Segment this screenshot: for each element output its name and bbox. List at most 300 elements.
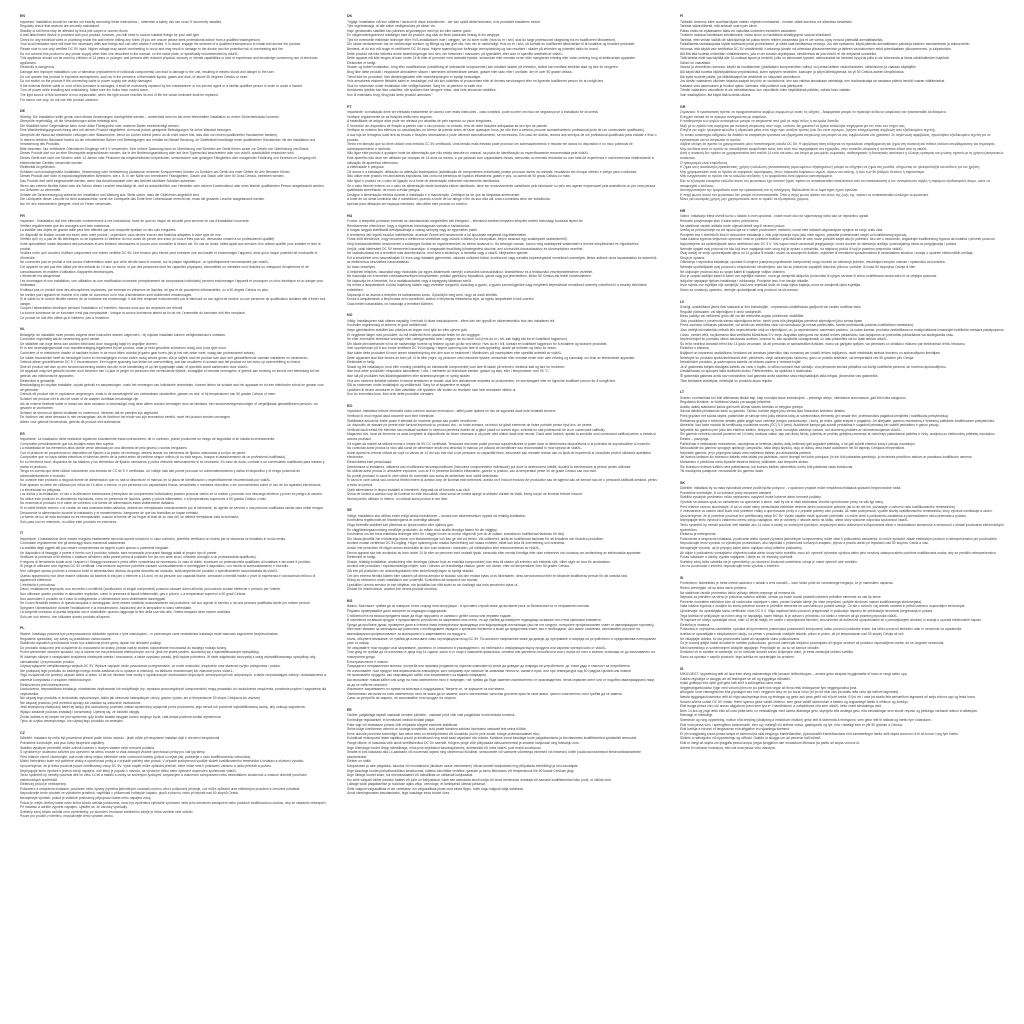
instruction-line: Kohalikust ehituspoest leiate vajalikud puurid ja kinnitused ning sealt saab vajadusel nõu küsida. Kahtluse korral kasutage toote paigaldamiseks ja kinnitamiseks kvalifitseeritud spetsialisti teenuseid. (347, 736, 638, 741)
language-code: SI (680, 575, 684, 580)
instruction-line: Þykkt gólfteppi eða ójöfn gólf geta haft áhrif á stöðugleika hárra hluta. (680, 681, 783, 686)
instruction-line: Anslut inte produkten till någon annan strömkälla än den som beskrivs i manualen, på märkskylten eller rekommenderas av vidaXL. (347, 545, 541, 550)
instruction-line: Ne vklapljajte izdelka, če sta povezovalni kabel ali napajalnik vidno poškodovana. (680, 636, 800, 641)
instruction-line: Elektricitet är farligt. (347, 555, 377, 560)
instruction-line: Važno: Instalaciju treba izvršiti točno u skladu s ovim uputama - inače može doći do sigurnosnog rizika ako se nepravilno ugradi. (680, 214, 870, 219)
language-section-lv (680, 300, 1006, 384)
instruction-line: Redno preverjajte, ali so sidra varno pritrjena. (680, 586, 748, 591)
text-column-1 (20, 14, 328, 826)
instruction-line: Struja je opasna. (680, 255, 705, 260)
instruction-line: Nelietojiet šo produktu sprādzienbīstamā vidē, piemēram, viegli uzliesmojošu šķidrumu, gāzu un putekļu klātbūtnē, vai temperatūrā virs 50 grādiem pēc Celsija. (680, 355, 915, 360)
instruction-line: Bojājumi un nepareiza uzstādīšana, lietošana vai izmaiņas (atsevišķu daļu nomaiņa) var izraisīt ierīces bojājumus, radot elektriskās strāvas triecienu un apdraudējumu lietotājam. (680, 351, 941, 355)
instruction-line: Elektrisitet er farlig. (347, 360, 376, 365)
instruction-line: Oluline: paigaldage täpselt vastavalt nendele juhistele - vastasel juhul võib vale paigalduse korral tekkida turvarisk. (347, 713, 516, 718)
instruction-line: A wall attachment device is provided with your product; however, you will need to source suitable fixings for your wall type. (20, 33, 200, 38)
instruction-line: Nenaudokite šio gaminio sprogioje aplinkoje, pavyzdžiui, šalia degių skysčių, dujų ar dulkių, arba esant aukštesnei nei 50 laipsnių Celsijaus temperatūrai. (680, 446, 905, 451)
instruction-line: Votre quincaillerie locale disposera des perceuses et des fixations nécessaires et pourra vous conseiller si besoin est. En cas de doute, faites appel aux services d'un artisan qualifié pour installer et fixer le produit. (20, 242, 321, 251)
instruction-line: Med namestitvijo in vzdrževanjem izklopite napajanje. Prepričajte se, da so se žarnice ohladile. (680, 645, 820, 650)
language-code: EE (347, 707, 352, 712)
instruction-line: Opriți alimentarea în timpul instalării și întreținerii. Asigurați-vă că becurile s-au răcit. (347, 487, 471, 492)
instruction-line: Elektrība ir bīstama. (680, 346, 710, 351)
instruction-line: Fúrás előtt ellenőrizze, hogy nincsenek-e elektromos vezetékek vagy csövek a falban (ha bizonytalan, kérjen tanácsot egy szakképzett szakembertől). (347, 237, 568, 242)
instruction-line: Høje genstandes stabilitet kan påvirkes af gulvtæpper med tyk luv eller skæve gulve. (347, 28, 472, 33)
instruction-line: Svetlobni vir te svetilke ni zamenljiv; ko vir svetlobe doseže konec življenjske dobe, je treba zamenjati celotno svetilko. (680, 650, 854, 655)
language-code: SK (680, 480, 685, 485)
instruction-line: Redovito provjeravajte jesu li sidra dobro pričvršćena. (680, 219, 759, 224)
instruction-line: Hvis armaturets eksterne fleksible kabel er beskadiget, må det kun udskiftes af producenten eller af dennes serviceagent eller en lignende kvalificeret person for at undgå fare. (347, 79, 605, 84)
instruction-line: În cazul în care cablul sau cordonul flexibil extern al acestui corp de iluminat este deteriorat, acesta va fi înlocuit exclusiv de producător sau de agentul său de service sau de o persoană calificată similară, pentru a evita un pericol. (347, 478, 658, 487)
instruction-line: W lokalnym sklepie z narzędziami znajdziesz niezbędne wiertła i mocowania, a także uzyskasz poradę, jeśli będzie potrzebna. W razie wątpliwości skorzystaj z usług wykwalifikowanego specjalisty, aby zainstalować i przymocować produkt. (20, 654, 316, 664)
instruction-line: Helyi barkácsüzletében beszerezheti a szükséges fúrókat és rögzítőelemeket, és kérhet tanácsot is. Ha kétségei vannak, bízzon meg szakképzett szakembert a termék telepítéséhez és rögzítéséhez. (347, 242, 640, 247)
instruction-line: Notaðu aðeins vottað DC 5V inntak. Hærri spenna getur valdið ofhitnun, sem getur valdið skemmdum á tækinu og hugsanlegri hættu á ofhitnun og íkveikju. (680, 699, 909, 704)
instruction-line: Acest aparat nu trebuie utilizat de copii cu vârsta de 14 ani sau mai mici și de persoane cu capacități fizice, senzoriale sau mentale reduse sau cu lipsă de experiență și cunoștințe privind utilizarea aparatelor electronice. (347, 450, 651, 460)
instruction-line: Svetelný zdroj tohto svietidla nie je vymeniteľný; po skončení životnosti svetelného zdroja je nutné vymeniť celé svietidlo. (680, 559, 858, 564)
instruction-line: Este aparelho não deve ser utilizado por crianças de 14 anos ou menos, e por pessoas com capacidades físicas, sensoriais ou mentais reduzidas ou com falta de experiência e conhecimentos relativamente à utilização de aparelhos eletrónicos. (347, 156, 654, 165)
instruction-line: Kun til indendørs brug. Brug ikke dette produkt udendørs." (347, 93, 433, 97)
instruction-line: Nemojte upotrebljavati ovaj proizvod u eksplozivnim okruženjima, kao što su prisutnost zapaljivih tekućina, plinova i prašine, ili iznad 50 stupnjeva Celzija ili više. (680, 265, 917, 269)
instruction-line: Kui selle valgusti väline painduv kaabel või juhe on kahjustatud, tuleb see asendada ainult tootja või tema teeninduse esindaja või sarnase kvalifitseeritud isiku poolt, et vältida ohtu. (347, 777, 612, 782)
instruction-line: Veggfestingarbúnaður fylgir með vörunni þinni en þú þarft hins vegar að finna réttu festingarnar fyrir veggtegundina þína. (680, 685, 858, 690)
instruction-line: Høye gjenstanders stabilitet kan påvirkes av tepper med tykk luv eller ujevne gulv. (347, 328, 468, 333)
instruction-line: Ne kapcsolja be a terméket, ha a csatlakozókábel vagy a tápegység láthatóan sérült. (347, 278, 472, 283)
instruction-line: Verifique se existem fios elétricos ou canalizações no interior da parede antes de fazer quaisquer furos (se não tiver a certeza, procure aconselhamento profissional junto de um comerciante qualificado). (347, 128, 645, 133)
instruction-line: Numai pentru utilizare în interior, nu utilizați acest produs în aer liber. (347, 496, 449, 501)
instruction-line: Elektrizität ist gefährlich. (20, 165, 56, 170)
language-section-pl (20, 626, 328, 723)
instruction-line: Elektriciteit is gevaarlijk. (20, 378, 56, 383)
instruction-line: Ainult sisetingimustes kasutamiseks, ärge kasutage seda toodet õues. (347, 791, 451, 796)
instruction-line: Samo za uporabo v zaprtih prostorih, tega izdelka ne uporabljajte na prostem. (680, 654, 795, 659)
instruction-line: Изключете захранването по време на монтажа и поддръжката. Уверете се, че крушките са изстинали. (347, 687, 505, 692)
instruction-line: Elektrika je nevarna. (680, 622, 711, 627)
instruction-line: Rendszeresen ellenőrizze, hogy a rögzítések biztonságosan vannak-e karbantartva. (347, 223, 471, 228)
instruction-line: Deteriorarea și instalarea, utilizarea sau modificarea necorespunzătoare (înlocuirea componentelor individuale) pot duce la deteriorarea unității, ducând la electrocutare și pericol pentru utilizator. (347, 464, 632, 469)
instruction-line: Tik naudojimui patalpose; nenaudokite šio gaminio lauke. (680, 469, 765, 474)
instruction-line: En su ferretería local, dispondrá de los taladros y los elementos de fijación necesarios y podrá ofrecerle asesoramiento si es necesario. En caso de duda, contrate a un comerciante cualificado para instalar y anclar el producto. (20, 459, 325, 469)
language-code: BG (347, 598, 353, 603)
language-code: IS (680, 666, 684, 671)
instruction-line: Světelný zdroj tohoto svítidla není vyměnitelný; po skončení životnosti světelného zdroje je třeba vyměnit celé svítidlo. (20, 809, 194, 814)
instruction-line: Ovaj uređaj ne smiju upotrebljavati djeca od 14 godina ili mlađa i osobe sa smanjenim fizičkim, osjetilnim ili mentalnim sposobnostima ili nedostatkom iskustva i znanja o upotrebi elektroničkih uređaja. (680, 251, 974, 256)
instruction-line: Wenn das externe flexible Kabel oder die Schnur dieser Leuchte beschädigt ist, darf es ausschließlich vom Hersteller oder seinem Kundendienst oder einer ähnlich qualifizierten Person ausgetauscht werden, um Gefahren zu vermeiden. (20, 183, 325, 193)
instruction-line: Nie włączaj produktu, jeśli przewód łączący lub zasilacz są widocznie uszkodzone. (20, 700, 142, 705)
instruction-line: Vain sisäkäyttöön, älä käytä tätä tuotetta ulkona. (680, 93, 752, 97)
instruction-line: Skador, felaktig installation, användning eller ändringar (såsom byte av enskilda komponenter) kan leda till skador på enheten och elektrisk stöt, vilket utgör en fara för användaren. (347, 559, 612, 564)
instruction-line: Uređaj za pričvršćivanje na zid isporučuje se s vašim proizvodom; međutim, morat ćete nabaviti odgovarajuće spojeve za svoju vrstu zida. (680, 228, 884, 233)
instruction-line: Viktig: Installasjonen skal utføres nøyaktig i henhold til disse instruksjonene - ellers kan det oppstå en sikkerhetsrisiko hvis den installeres feil. (347, 318, 556, 323)
instruction-line: Paksu matto tai epätasainen lattia voi vaikuttaa korkeiden esineiden vakauteen. (680, 28, 797, 33)
instruction-line: Pirms caurumu urbšanas pārbaudiet, vai sienā nav elektrības vadu vai cauruļvadu (ja neesat pārliecināts, lūdziet profesionālu padomu kvalificētam meistaram). (680, 323, 914, 328)
instruction-line: Tento spotřebič by neměly používat děti ve věku 14 let a mladší a osoby se sníženými fyzickými, smyslovými a duševními schopnostmi nebo nedostatkem zkušeností a znalostí ohledně používání elektronických spotřebičů. (20, 773, 307, 782)
instruction-line: Tænd ikke for produktet, hvis tilslutningskablet eller strømforsyningen er synligt beskadiget. (347, 74, 482, 79)
language-code: DK (347, 14, 353, 18)
instruction-line: Nepievienojiet šo produktu citiem barošanas avotiem, izņemot to, kas aprakstīts rokasgrāmatā, uz datu plāksnītes vai ko īpaši ieteicis vidaXL. (680, 337, 888, 342)
instruction-line: Tuotteen mukana toimitetaan seinäkiinnike, mutta sinun on hankittava seinätyyppiisi sopivat kiinnikkeet. (680, 33, 832, 38)
instruction-line: Prieš gręžiant bet kokias skyles, patikrinkite ar sienoje nėra jokių elektros laidų ar santechnikos elementų (jei nesate tikri, profesionalios pagalbos kreipkitės į kvalifikuotą prekybininką). (680, 414, 949, 419)
instruction-line: Před vrtáním otvorů zkontrolujte, zda uvnitř stěny nejsou elektrické nebo vodovodní kabely (pokud si nejste jisti, požádejte o radu kvalifikovaného odborníka). (20, 754, 252, 759)
instruction-line: Źródło światła w tej lampie nie jest wymienne; gdy źródło światła osiągnie koniec swojego życia, cała lampa powinna zostać wymieniona. (20, 714, 222, 719)
instruction-line: Älä liitä tätä tuotetta mihinkään virtalähteeseen, jota ei ole kuvattu ohjekirjassa, nimikilvessä tai jota vidaXL ei ole erityisesti suositellut. (680, 51, 877, 56)
instruction-line: Höga föremåls stabilitet kan påverkas av tjocka mattor eller ojämna golv. (347, 523, 454, 527)
instruction-line: Katkaise virta asennuksen ja huollon ajaksi. Varmista, että polttimot ovat jäähtyneet. (680, 83, 804, 88)
instruction-line: Paks vaip või ebatasane põrand võib mõjutada kõrgete esemete stabiilsust. (347, 722, 459, 727)
instruction-line: Η ζημιά και η ακατάλληλη εγκατάσταση, χρήση ή αλλοίωση (αντικατάσταση μεμονωμένων εξαρτημάτων) μπορεί να οδηγήσει σε ζημιά στη μονάδα, οδηγώντας σε ηλεκτροπληξία και κίνδυνο για τον χρήστη. (680, 165, 981, 170)
instruction-line: Huomaa, että käytät vain sertifioitua DC 5V virtalähdettä. Korkeampi jännite voi aiheuttaa ylikuumenemisen ja laitteen vaurioitumisen sekä potentiaalisen ylikuumenemis- ja tulipaloriskin. (680, 47, 952, 52)
instruction-line: Vaša lokalna trgovina željeznom opremom imat će potrebne bušilice i pričvršćivače te vam može ponuditi savjet ako je potrebno. Ako ste u nedoumici, angažirajte kvalificiranog trgovca da instalira i pričvrsti proizvod. (680, 237, 996, 242)
instruction-line: Důležité: Instalace by měla být provedena přesně podle tohoto návodu - jinak může při nesprávné instalaci dojít k ohrožení bezpečnosti. (20, 736, 221, 741)
instruction-line: Tätä laitetta eivät saa käyttää alle 14-vuotiaat lapset ja henkilöt, joilla on alentuneet fyysiset, aistinvaraiset tai henkiset kyvyt tai joilla ei ole kokemusta ja tietoa sähkölaitteiden käytöstä. (680, 56, 950, 61)
instruction-line: Älä käytä tätä tuotetta räjähdysalttiissa ympäristöissä, kuten syttyvien nesteiden, kaasujen ja pölyn läheisyydessä, tai yli 50 Celsius-asteen lämpötiloissa. (680, 70, 905, 75)
instruction-line: Ο ηλεκτρισμός είναι επικίνδυνος. (680, 160, 729, 165)
instruction-line: Vær oppmerksom på å kun bruke sertifisert DC 5V-inngang. Høyere spenning kan føre til overoppheting, skade på enheten og risiko for brann. (347, 346, 557, 351)
instruction-line: Ikke koble dette produktet til noen annen strømforsyning enn den som er beskrevet i håndboken, på navneplaten eller spesifikt anbefalt av vidaXL. (347, 351, 563, 355)
instruction-line: A sua loja de ferragens local terá as brocas e fixações necessárias e pode oferecer aconselhamento, se necessário. Em caso de dúvida, recorra aos serviços de um profissional qualificado para instalar e fixar o produto. (347, 133, 657, 142)
instruction-line: Ha ennek a lámpatestnek a külső hajlékony kábele vagy vezetéke megsérül, kizárólag a gyártó, a gyártó szervizügynöke vagy megfelelő képesítéssel rendelkező személy cserélheti ki a veszély elkerülése érdekében. (347, 283, 647, 292)
instruction-line: For indoor use only, do not use this product outdoors. (20, 97, 99, 102)
instruction-line: Pouze pro použití v interiéru, nepoužívejte tento výrobek venku. (20, 814, 114, 819)
instruction-line: A magas tárgyak stabilitását befolyásolhatja a vastag szőnyeg vagy az egyenetlen padló. (347, 228, 478, 233)
instruction-line: De stabiliteit van hoge items kan worden beïnvloed door hoogpolig tapijt en ongelijke vloeren. (20, 341, 158, 346)
instruction-line: Nepřipojujte tento výrobek k jinému zdroji napájení, než který je popsán v návodu, na výrobním štítku nebo výslovně doporučen společností vidaXL. (20, 768, 238, 773)
instruction-line: Regularly check that anchors are securely maintained. (20, 24, 100, 29)
instruction-line: Nejunkite gaminio, jei jo prijungimo laidas arba maitinimo šaltinis yra akivaizdžiai pažeisti. (680, 450, 812, 455)
instruction-line: Controllare regolarmente che gli ancoraggi siano mantenuti saldamente. (20, 541, 127, 546)
instruction-line: Kontrollera om det finns elektriska ledningar eller rör i väggen innan du borrar några hål (om du är osäker, kontakta en kvalificerad fackman för råd). (347, 532, 565, 537)
instruction-line: Само за употреба на закрито, не използвайте този продукт на открито. (347, 696, 457, 701)
instruction-line: Schalte die Stromversorgung während der Installation und Wartung aus. Stelle sicher, dass die Glühbirnen abgekühlt sind. (20, 192, 200, 197)
instruction-line: Poškodenie a nesprávna inštalácia, používanie alebo úprava (výmena jednotlivých komponentov) môže viesť k poškodeniu zariadenia, čo môže spôsobiť zásah elektrickým prúdom a nebezpečenstvo pre používateľa. (680, 536, 998, 541)
instruction-line: Et veggfeste følger med produktet; du må imidlertid finne passende fester for din veggtype. (347, 332, 481, 337)
instruction-line: Oštećenja i nepravilna instalacija, uporaba ili izmjena (zamjena pojedinačnih komponenti) mogu dovesti do oštećenja jedinice, rezultirajući strujnim udarom i opasnošću za korisnika. (680, 260, 946, 265)
instruction-line: Importante: a instalação deve ser efetuada exatamente de acordo com estas instruções - caso contrário, pode ocorrer um risco de segurança se a instalação for incorreta. (347, 110, 599, 115)
instruction-line: Magazinul dvs. local de feronerie va avea burghiele și dispozitivele de fixare necesare și vă poate oferi sfaturi dacă este nevoie. Dacă aveți îndoieli, apelați la serviciile unui comerciant calificat pentru a instala și ancora produsul. (347, 432, 656, 441)
instruction-line: Skade og feil installasjon, bruk eller endring (utskifting av individuelle komponenter) kan føre til skade på enheten, elektrisk støt og fare for brukeren. (347, 364, 566, 369)
instruction-line: La fuente de luz de esta luminaria no es reemplazable; cuando la fuente de luz llegue al final de su vida útil, se deberá reemplazar toda la luminaria. (20, 515, 239, 520)
instruction-line: Ne connectez pas ce produit à une source d'alimentation autre que celle décrite dans le manuel, sur la plaque signalétique, ou spécifiquement recommandée par vidaXL. (20, 260, 270, 265)
instruction-line: Wyłącz zasilanie podczas instalacji i konserwacji. Upewnij się, że żarówki ostygły. (20, 710, 140, 715)
instruction-line: Regularnie sprawdzaj, czy kotwy są prawidłowo zamocowane. (20, 636, 112, 641)
instruction-line: В комплекта на вашия продукт е предоставено устройство за закрепване към стена, но ще трябва да намерите подходящи за вашия тип стена крепежни елементи. (347, 618, 602, 623)
instruction-line: Beschadiging en onjuiste installatie, onjuist gebruik en aanpassingen, zoals het vervangen van individuele onderdelen, kunnen leiden tot schade aan het apparaat en tot een elektrische schok en gevaar voor de gebruiker. (20, 383, 324, 392)
instruction-line: Tarkista, ettei seinän sisällä ole sähköjohtoja tai putkia ennen reikien poraamista (jos et ole varma, kysy neuvoa pätevältä ammattilaiselta). (680, 37, 884, 42)
instruction-line: Check for any electrical wires or plumbing inside the wall before drilling any holes (If you are unsure please seek professional advice from a qualified tradesperson). (20, 37, 261, 42)
instruction-line: Tego urządzenia nie powinny używać dzieci w wieku 14 lat lub młodsze oraz osoby o ograniczonych zdolnościach fizycznych, sensorycznych lub umysłowych, a także nieposiadające wiedzy i doświadczenia w zakresie korzystania z urządzeń elektronicznych. (20, 673, 327, 682)
instruction-line: La estabilidad de los elementos altos puede verse afectada por una alfombra de pelo grueso o suelos irregulares. (20, 446, 188, 451)
instruction-line: Преди да пробиете дупки, проверете дали в стената няма електрически проводници или водопроводни инсталации (ако не сте сигурни, потърсете професионален съвет от квалифициран търговец). (347, 622, 655, 627)
language-section-lt (680, 390, 1006, 474)
instruction-line: Vérifiez qu'il n'y a pas de fils électriques ou de tuyauterie à l'intérieur du mur avant de percer des trous (si vous n'êtes pas sûr, demandez conseil à un professionnel qualifié). (20, 237, 276, 242)
instruction-line: Εάν το εξωτερικό εύκαμπτο καλώδιο αυτού του φωτιστικού έχει υποστεί ζημιά, πρέπει να αντικατασταθεί αποκλειστικά από τον κατασκευαστή ή τον αντιπρόσωπο σέρβις ή παρόμοιο εξειδικευμένο άτομο, ώστε να αποφευχθεί ο κίνδυνος. (680, 179, 990, 188)
instruction-line: Dette produkt må ikke tilsluttes andre strømforsyninger end den, der beskrives i manualen, på typeskiltet, eller som er specifikt anbefalet af vidaXL. (347, 51, 564, 56)
instruction-line: Não ligue o produto se o cabo de ligação ou a fonte de alimentação estiverem visivelmente danificados. (347, 179, 501, 183)
instruction-line: Upozorňujeme, že je třeba používat pouze certifikovaný vstup DC 5V. Vyšší napětí může způsobit přehřátí, které může vést k poškození zařízení a riziku přehřátí a požáru. (20, 763, 272, 768)
language-section-gr (680, 105, 1006, 202)
instruction-line: Dieses Produkt darf nur an eine Stromquelle angeschlossen werden, die in der Bedienungsanleitung oder auf dem Typenschild beschrieben oder von vidaXL ausdrücklich empfohlen wird. (20, 151, 295, 156)
instruction-line: Ako je vanjski savitljivi kabel ili kabel ove svjetiljke oštećen, mora ga zamijeniti isključivo proizvođač ili njegov serviser ili slično kvalificirana osoba kako bi se izbjegla opasnost. (680, 274, 938, 279)
instruction-line: Important : l'installation doit être effectuée conformément à ces instructions, faute de quoi un risque de sécurité peut survenir en cas d'installation incorrecte. (20, 219, 250, 224)
instruction-line: MIKILVÆGT: Uppsetning ætti að fara fram alveg nákvæmlega eftir þessum leiðbeiningum – annars getur skapast öryggishætta ef hann er rangt settur upp. (680, 672, 908, 677)
instruction-line: Se il cavo flessibile esterno di questa lampada è danneggiato, deve essere sostituito esclusivamente dal produttore, dal suo agente di servizio o da una persona qualificata simile per evitare pericoli. (20, 601, 311, 606)
instruction-line: Os danos e a instalação, utilização ou alteração inadequados (substituição de componentes individuais) podem provocar danos na unidade, resultando em choque elétrico e perigo para o utilizador. (347, 169, 638, 174)
instruction-line: Seina külge kinnitamise vahend on tootega komplektis, kuid peate hankima sobivad kinnitused vastavalt teie seina tüübile. (347, 727, 527, 732)
instruction-line: Elektrina je nebezpečná. (680, 532, 717, 537)
instruction-line: Verifique regularmente se as fixações estão bem seguras. (347, 114, 433, 119)
instruction-line: Il negozio di ferramenta locale avrà i trapani e i fissaggi necessari e potrà offrire consulenza se necessario. In caso di dubbi, incaricare un professionista qualificato di installare e ancorare il prodotto. (20, 559, 312, 564)
instruction-line: Не включвайте продукта, ако свързващият кабел или захранването са видимо повредени. (347, 673, 487, 678)
instruction-line: Ikke slå på produktet hvis tilkoblingskabelen eller strømforsyningen er synlig skadet. (347, 373, 471, 378)
instruction-line: Ekki kveikja á vörunni ef tengisnúran eða aflgjafinn eru sjáanlega skemmd. (680, 727, 791, 732)
instruction-line: Na stabilnost visokih predmetov lahko vplivajo debele preproge ali neravna tla. (680, 590, 796, 595)
instruction-line: Този уред не трябва да се използва от деца под 14 години, както и от лица с намалени физически, сетивни или умствени способности или с липса на опит и знания, отнасящи се до използването на електронни уреди. (347, 650, 656, 659)
instruction-line: Elekter on ohtlik. (347, 759, 372, 764)
instruction-line: Местният магазин за железария ще разполага с необходимите свредла и крепежни елементи и може да предостави съвет, ако е необходимо. Ако имате съмнения, използвайте услугите на квалифициран професионалист за монтирането и закрепването на продукта. (347, 627, 640, 636)
instruction-line: Csak beltéri használatra, ne használja a terméket kültéren. (347, 301, 434, 306)
instruction-line: Не свързвайте този продукт към захранване, различно от описаното в ръководството, на табелката с информация върху продукта или изрично препоръчано от vidaXL. (347, 645, 607, 650)
instruction-line: Nu conectați acest produs la nicio altă sursă de alimentare decât cea descrisă în manual, pe plăcuța de identificare sau recomandată în mod special de vidaXL. (347, 446, 583, 451)
instruction-line: Pažeidimai ir netinkamas montavimas, naudojimas ar keitimas (atskirų dalių keitimas) gali sugadinti prietaisą, o tai gali sukelti elektros šoką ir pavojų naudotojui. (680, 441, 916, 446)
instruction-line: La sorgente luminosa di questa lampada non è sostituibile; quando raggiunge la fine della sua vita utile, l'intera lampada deve essere sostituita. (20, 610, 231, 615)
instruction-line: La electricidad es peligrosa. (20, 487, 62, 492)
instruction-line: Tarkista säännöllisesti, että ankkurit ovat hyvin kiinni. (680, 24, 758, 29)
instruction-line: Uszkodzenia, nieprawidłowa instalacja, niewłaściwe użytkowanie lub modyfikacje (np. wymiana poszczególnych komponentów) mogą prowadzić do uszkodzenia urządzenia, porażenia prądem i zagrożenia dla użytkownika. (20, 687, 327, 696)
instruction-line: Nu porniți produsul în cazul în care cablul de conectare sau sursa de alimentare sunt vizibil deteriorate. (347, 473, 499, 478)
instruction-line: Elektryczność jest niebezpieczna. (20, 682, 70, 687)
instruction-line: No encienda el producto si el cable de conexión o la fuente de alimentación están visiblemente dañados. (20, 501, 175, 506)
instruction-line: Ekki nota þessa vöru í sprengifimu andrúmslofti, eins og í nálægð við eldfima vökva, gastegundir og ryk, eða í hitastigi sem er yfir 50 gráðum á Celsíus. (680, 722, 904, 727)
instruction-line: Armaturets lyskilde kan ikke udskiftes; når lyskilden ikke længere virker, skal hele armaturet udskiftes. (347, 88, 497, 93)
instruction-line: Λάβετε υπόψη ότι πρέπει να χρησιμοποιείτε μόνο πιστοποιημένη είσοδο DC 5V. Η υψηλότερη τάση ενδέχεται να προκαλέσει υπερθέρμανση και ζημιά στη συσκευή και πιθανό κίνδυνο υπερθέρμανσης και πυρκαγιάς. (680, 142, 996, 147)
instruction-line: Schakel de stroom uit tijdens installatie en onderhoud. Verzeker dat de peertjes zijn afgekoeld. (20, 410, 159, 415)
instruction-line: Vaša lokalna trgovina z orodjem bo imela potrebne svedre in pritrdilne elemente ter vam lahko po potrebi svetuje. Če ste v dvomih, naj izdelek namesti in pritrdi ustrezno usposobljen strokovnjak. (680, 604, 966, 609)
instruction-line: Un dispositivo di fissaggio a parete è fornito con il prodotto; tuttavia, sarà necessario procurarsi fissaggi adatti al proprio tipo di parete. (20, 550, 218, 555)
instruction-line: Aukštų daiktų stabilumui įtakos gali turėti kilimai storais šereliais ar nelygios grindys. (680, 404, 804, 409)
instruction-line: Upoštevajte, da uporabljajte samo certificiran vhod DC 5 V. Višja napetost lahko povzroči pregrevanje in poškoduje napravo ter predstavlja nevarnost pregrevanja in požara. (680, 609, 934, 613)
language-code: EN (20, 14, 25, 18)
instruction-line: Schäden und unsachgemäße Installation, Verwendung oder Veränderung (Austausch einzelner Komponenten) können zu Schäden am Gerät und einer Gefahr für den Benutzer führen. (20, 169, 291, 174)
instruction-line: Los daños y la instalación, el uso o la alteración inadecuados (reemplazo de componentes individuales) pueden provocar daños en la unidad y provocar una descarga eléctrica y poner en peligro al usuario. (20, 492, 323, 497)
instruction-line: No utilice este producto en atmósferas explosivas, como en presencia de líquidos, gases y polvos inflamables, o a temperaturas superiores a 50 grados Celsius o más. (20, 496, 267, 501)
instruction-line: Vérifiez régulièrement que les ancrages sont bien maintenus. (20, 223, 111, 228)
instruction-line: Jeśli zewnętrzny elastyczny kabel tej lampy jest uszkodzony, powinien zostać wymieniony wyłącznie przez producenta, jego serwis lub podobnie wykwalifikowaną osobę, aby uniknąć zagrożenia. (20, 705, 306, 710)
instruction-line: Μόνο για εσωτερική χρήση, μην χρησιμοποιείτε αυτό το προϊόν σε εξωτερικούς χώρους. (680, 197, 810, 202)
instruction-line: La stabilità degli oggetti alti può essere compromessa da tappeti a pelo spesso o pavimenti irregolari. (20, 545, 170, 550)
instruction-line: Do not operate this product in explosive atmospheres, such as in the presence of flammable liquids, gases and dust, or above 50 degrees Celsius or more. (20, 74, 249, 79)
instruction-line: Elektrický proud je nebezpečný. (20, 782, 67, 787)
instruction-line: Poškození a nesprávná instalace, používání nebo úpravy (výměna jednotlivých součástí) mohou vést k poškození přístroje, což může způsobit úraz elektrickým proudem a ohrožení uživatele. (20, 786, 301, 791)
language-code: PT (347, 104, 352, 109)
instruction-line: Die Stabilität hoher Gegenstände kann durch dicke Florteppiche oder unebene Böden beeinträchtigt werden. (20, 123, 180, 128)
instruction-line: Μην χρησιμοποιείτε αυτό το προϊόν σε εκρηκτικές ατμόσφαιρες, όπως παρουσία εύφλεκτων υγρών, αερίων και σκόνης, ή άνω των 50 βαθμών Κελσίου ή περισσότερο. (680, 169, 926, 174)
instruction-line: Paikallisesta rautakaupasta löydät tarvittavat porat ja kiinnikkeet, ja sieltä saat tarvittaessa neuvoja. Jos olet epävarma, käytä pätevän ammattilaisen palveluja tuotteen asentamiseen ja ankkurointiin. (680, 42, 971, 47)
instruction-line: Lülitage toide paigaldamise ja hoolduse ajaks välja. Veenduge, et lambipirnid oleksid jahtunud. (347, 782, 486, 787)
instruction-line: Compruebe periódicamente que los anclajes están bien sujetos. (20, 441, 115, 446)
instruction-line: Enne aukude puurimist kontrollige, kas seina sees on elektrijuhtmeid või torustikku (kui te pole kindel, küsige professionaalset nõu). (347, 731, 541, 736)
instruction-line: Si prega di utilizzare solo ingressi DC 5V certificati. Una tensione superiore potrebbe causare surriscaldamento e danneggiare il dispositivo, con rischio di surriscaldamento e incendio. (20, 564, 290, 569)
instruction-line: Ärge lülitage toodet sisse, kui ühenduskaabel või toiteallikas on nähtavalt kahjustatud. (347, 773, 474, 778)
instruction-line: Lyskilden til denne armaturen er ikke utskiftbar; når lyskilden når slutten av levetiden skal hele armaturen skiftes ut. (347, 387, 517, 392)
instruction-line: Ne uključujte proizvod ako su spojni kabel ili napajanje vidljivo oštećeni. (680, 269, 786, 274)
instruction-line: A eletricidade é perigosa. (347, 165, 385, 170)
instruction-line: Ärge kasutage toodet plahvatusohtlikus keskkonnas, näiteks tuleohtlike vedelike, gaaside ja tolmu läheduses või temperatuuril üle 50 kraadi Celsiuse järgi. (347, 768, 575, 773)
instruction-line: Verificați în mod regulat dacă ancorele sunt bine întreținute. (347, 414, 435, 419)
instruction-line: La stabilité des objets de grande taille peut être affectée par une moquette épaisse ou des sols irréguliers. (20, 228, 177, 233)
instruction-line: Die Lichtquelle dieser Leuchte ist nicht austauschbar; wenn die Lichtquelle das Ende ihrer Lebensdauer erreicht hat, muss die gesamte Leuchte ausgetauscht werden. (20, 197, 266, 202)
language-code: SE (347, 508, 352, 513)
instruction-line: Pred vŕtaním otvorov skontrolujte, či sa vo vnútri steny nenachádza elektrické vedenie alebo vodovodné potrubie (ak si nie ste istí, požiadajte o odbornú radu kvalifikovaného remeselníka). (680, 504, 956, 509)
language-code: CZ (20, 730, 25, 735)
instruction-line: A estabilidade de artigos altos pode ser afetada por alcatifas de pelo espesso ou pisos irregulares. (347, 119, 493, 124)
instruction-line: Nur für den Innenbereich geeignet, nicht im Freien verwenden. (20, 201, 113, 206)
instruction-line: Nu utilizați acest produs în atmosfere explozive, cum ar fi în prezența lichidelor inflamabile, gazelor și prafului, sau la temperaturi peste 50 de grade Celsius sau mai mult. (347, 469, 597, 474)
language-section-hu (347, 214, 659, 307)
instruction-line: Din lokale jernvarehandel vil ha de nødvendige borene og festene og kan gi råd ved behov. Hvis du er i tvil, kontakt en kvalifisert fagperson for å installere og forankre produktet. (347, 341, 608, 346)
instruction-line: Important: Instalarea trebuie efectuată exact conform acestor instrucțiuni - altfel poate apărea un risc de siguranță dacă este instalată incorect. (347, 409, 557, 414)
instruction-line: Dit apparaat mag niet gebruikt worden door kinderen van 14 jaar of jonger en personen met verminderde fysieke, zintuiglijke of mentale vermogens of gebrek aan ervaring en kennis met betrekking tot het gebruik van elektronische apparaten. (20, 369, 320, 378)
instruction-line: Моля, обърнете внимание, че трябва да използвате само сертифициран вход DC 5V. По-високото напрежение може да доведе до прегряване и повреда на устройството и представлява потенциален риск от пожар. (347, 636, 657, 646)
instruction-line: Coupez l'alimentation électrique pendant l'installation et l'entretien. Assurez-vous que les ampoules ont refroidi. (20, 306, 184, 311)
language-code: NL (20, 327, 25, 332)
instruction-line: Sähkö on vaarallista. (680, 60, 711, 65)
instruction-line: Απενεργοποιήστε την τροφοδοσία κατά την εγκατάσταση και τη συντήρηση. Βεβαιωθείτε ότι οι λαμπτήρες έχουν κρυώσει. (680, 188, 859, 193)
instruction-line: Ne használja ezt a terméket robbanásveszélyes környezetben, például gyúlékony folyadékok, gázok vagy por jelenlétében, illetve 50 Celsius-fok feletti hőmérsékleten. (347, 274, 592, 279)
language-code: HR (680, 208, 686, 213)
instruction-line: Vă rugăm să rețineți să utilizați numai o intrare de 5V CC certificată. Tensiunea mai mare poate provoca supraîncălzirea și poate duce la deteriorarea dispozitivului și la potențial de supraîncălzire și incendiu. (347, 441, 651, 446)
instruction-line: Les dommages et une installation, une utilisation ou une modification incorrecte (remplacement de composants individuels) peuvent endommager l'appareil et provoquer un choc électrique et un danger pour l'utilisateur. (20, 278, 324, 288)
instruction-line: Din lokale isenkræmmer har de nødvendige snekker og fittings og kan give råd, hvis der er nødvendigt. Hvis du er i tvivl, så kontakt en kvalificeret håndværker til at installere og forankre produktet. (347, 42, 636, 47)
instruction-line: Стабилността на високи предмети може да бъде нарушена от килими с дебел косъм или неравни подове. (347, 613, 512, 618)
instruction-line: Electricitatea este periculoasă. (347, 459, 392, 464)
instruction-line: Tento spotrebič by nemali používať deti mladšie ako 14 rokov a osoby so zníženými fyzickými, zmyslovými alebo duševnými schopnosťami alebo s nedostatkom skúseností a vedomostí v oblasti používania elektronických spotrebičov. (680, 523, 1004, 532)
instruction-line: Gakktu reglulega úr skugga um að festingum sé vel og tryggilega viðhaldið. (680, 676, 791, 681)
instruction-line: Pomembno: Namestitev je treba izvesti natančno v skladu s temi navodili – sicer lahko pride do varnostnega tveganja, če je namestitev napačna. (680, 581, 894, 586)
instruction-line: Nemojte spajati ovaj proizvod na bilo koji izvor napajanja osim onog koji je opisan u priručniku, na natpisnoj pločici ili koji je posebno preporučio vidaXL. (680, 246, 904, 251)
instruction-line: Napominjemo da upotrebljavate samo certificirani ulaz DC 5 V. Viši napon može uzrokovati pregrijavanje i može dovesti do oštećenja uređaja i potencijalnog rizika od pregrijavanja i požara. (680, 242, 957, 247)
instruction-line: Belangrijk: de installatie moet precies volgens deze instructies worden uitgevoerd - bij onjuiste installatie kunnen veiligheidsrisico's ontstaan. (20, 332, 226, 337)
instruction-line: Šio šviestuvo šviesos šaltinis nėra pakeičiamas; kai šviesos šaltinis nebeveikia, turėtų būti pakeistas visas šviestuvas. (680, 464, 854, 469)
instruction-line: Ekki tengja þessa vöru við annan aflgjafa en þann sem lýst er í handbókinni, á nafnplötunni eða sem vidaXL hefur mælt sérstaklega með. (680, 704, 883, 709)
language-code: RO (347, 403, 353, 408)
instruction-line: Athugaðu hvort rafmagnsvírar eða pípulagnir séu inni í veggnum áður en þú borar holur (ef þú ert ekki viss þá skaltu leita ráða hjá hæfum fagmanni). (680, 690, 900, 695)
language-section-it (20, 531, 328, 619)
instruction-line: Dôležité: Inštalácia by sa mala vykonávať presne podľa týchto pokynov - v opačnom prípade môže nesprávna inštalácia spôsobiť bezpečnostné riziká. (680, 486, 902, 491)
instruction-line: Lūdzu, ņemiet vērā, ka jāizmanto tikai sertificēta līdzstrāvas 5 V ieeja. Augstāks spriegums var izraisīt ierīces pārkaršanu, kas bojājumus un potenciālu pārkaršanas vai aizdegšanās risku. (680, 332, 955, 337)
instruction-line: Elektricitet er farligt. (347, 60, 377, 65)
instruction-line: Un dispositif de fixation murale est fourni avec votre produit ; cependant, vous devrez trouver des fixations adaptées à votre type de mur. (20, 232, 222, 237)
instruction-line: Aðeins til notkunar innandyra, ekki má nota þessa vöru utandyra. (680, 745, 776, 750)
instruction-line: Un dispozitiv de atașare pe perete este furnizat împreună cu produsul dvs.; cu toate acestea, va trebui să găsiți elemente de fixare potrivite pentru tipul dvs. de perete. (347, 423, 593, 428)
instruction-line: Nejunkite šio gaminio prie jokio kito elektros šaltinio, išskyrus tą, kuris nurodytas vartotojo vadove, ant duomenų plokštės ar rekomenduojamas vidaXL. (680, 427, 902, 432)
instruction-line: Poškodba in nepravilna namestitev, uporaba ali sprememba (zamenjava posameznih komponent) lahko povzroči poškodbe enote, kar lahko povzroči električni udar in nevarnost za uporabnika. (680, 627, 963, 632)
language-section-en (20, 14, 328, 102)
instruction-line: Při instalaci a údržbě vypněte napájení. Ujistěte se, že žárovky vychladly. (20, 805, 128, 810)
instruction-line: Please note to use only certified DC 5V input. Higher voltage may cause overheating to occur and may result in damage to the device and the potential risk of overheating and fire. (20, 47, 284, 52)
instruction-line: Stability of tall items may be affected by thick pile carpet or uneven floors. (20, 28, 129, 33)
instruction-line: Tenga en cuenta que debe utilizar únicamente una entrada de CC de 5 V certificada. Un voltaje más alto puede provocar un sobrecalentamiento y dañar el dispositivo y el riesgo potencial de sobrecalentamiento e incendio. (20, 469, 301, 478)
instruction-line: Din lokala järnaffär har nödvändiga borrar och fästanordningar och kan ge råd vid behov. Vid osäkerhet, anlita en kvalificerad fackman för att installera och förankra produkten. (347, 536, 605, 541)
instruction-line: Non accendere il prodotto se il cavo di collegamento o l'alimentatore sono visibilmente danneggiati. (20, 596, 166, 601)
instruction-line: Az áram veszélyes. (347, 265, 376, 269)
instruction-line: Το τοπικό κατάστημα σιδηρικών θα διαθέτει τα απαραίτητα τρυπάνια και εξαρτήματα στερέωσης και μπορεί να σας συμβουλεύσει εάν χρειαστεί. Σε περίπτωση αμφιβολίας, προσλάβετε εξειδικευμένο τεχνίτη για να εγκαταστήσει και να στερεώσει το προϊόν. (680, 133, 991, 142)
instruction-line: Endast för inomhusbruk, använd inte denna produkt utomhus. (347, 587, 438, 592)
instruction-line: Stabilitatea articolelor înalte poate fi afectată de mochete groase sau podele neuniforme. (347, 418, 478, 423)
instruction-line: Tylko do użytku wewnętrznego, nie używaj tego produktu na zewnątrz. (20, 719, 124, 724)
instruction-line: Controleer of er elektrische draden of sanitaire buizen in de muur zitten voordat je gaten gaat boren (als je het niet zeker weet, vraag dan professioneel advies). (20, 351, 256, 355)
instruction-line: Počas inštalácie a údržby vypnite napájanie. Uistite sa, že žiarovky vychladli. (680, 555, 794, 560)
instruction-line: Slökktu á rafmagninu við uppsetningu og viðhald. Gakktu úr skugga um að perurnar hafi kólnað. (680, 736, 822, 741)
instruction-line: Das Produkt darf nicht eingeschaltet werden, wenn das Anschlusskabel oder das Netzteil sichtbare Schäden aufweisen. (20, 179, 197, 183)
instruction-line: Výrobok sa dodáva spolu so zariadením na upevnenie k stene, mali by ste si však zaobstarať vhodné upevňovacie prvky na váš typ steny. (680, 500, 884, 505)
text-column-3 (680, 14, 1006, 757)
instruction-line: Важно: Монтажът трябва да се извърши точно според тези инструкции - в противен случай може да възникне риск за безопасността от неправилен монтаж. (347, 604, 590, 609)
instruction-line: L'électricité est dangereuse. (20, 274, 62, 279)
instruction-line: Electricity is dangerous. (20, 65, 56, 70)
instruction-line: Questo apparecchio non deve essere utilizzato da bambini di età pari o inferiore a 14 anni, né da persone con capacità fisiche, sensoriali o mentali ridotte o prive di esperienza e conoscenza nell'uso di apparecchi elettronici. (20, 573, 316, 583)
language-section-de (20, 109, 328, 206)
instruction-line: Pravidelně kontrolujte, zda jsou kotvy bezpečně zajištěny. (20, 740, 105, 745)
language-code: NO (347, 313, 353, 318)
language-code: FR (20, 213, 25, 218)
instruction-line: Ak dôjde k poškodeniu vonkajšieho ohybného kábla alebo šnúry tohto svietidla, musí ich vymeniť výhradne výrobca alebo jeho servisný zástupca alebo podobne kvalifikovaná osoba, aby sa predišlo nebezpečenstvu. (680, 550, 997, 555)
instruction-line: "Vigtigt: Installation må kun udføres i henhold til disse instruktioner - der kan opstå sikkerhedsrisici, hvis produktet installeres forkert. (347, 19, 542, 24)
instruction-line: Si el cable flexible externo o el cordón de esta luminaria están dañados, deberá ser reemplazado exclusivamente por el fabricante, su agente de servicio o una persona cualificada similar para evitar riesgos. (20, 505, 324, 510)
instruction-line: Se o cabo flexível externo ou o cabo de alimentação deste luminária estiver danificado, deve ser exclusivamente substituído pelo fabricante ou pelo seu agente responsável pela assistência ou por uma pessoa qualificada semelhante, de modo a evitar perigos. (347, 183, 656, 193)
language-code: PL (20, 626, 25, 631)
instruction-line: Compruebe que no haya cables eléctricos ni tuberías dentro de la pared antes de perforar ningún orificio (si no está seguro, busque el asesoramiento de un profesional cualificado). (20, 455, 287, 460)
language-code: HU (347, 213, 353, 218)
instruction-line: Μαζί με το προϊόν σας παρέχεται μια συσκευή στερέωσης στον τοίχο, ωστόσο, θα χρειαστεί να βρείτε κατάλληλα στηρίγματα για τον τύπο του τοίχου σας. (680, 123, 906, 128)
instruction-line: Turn off power while installing and maintaining. Make sure the bulbs have cooled down. (20, 88, 149, 93)
instruction-line: Verificare la presenza di fili elettrici o tubature all'interno della parete prima di praticare fori (se non siete sicuri, chiedete consiglio a un professionista qualificato). (20, 555, 257, 560)
instruction-line: No conecte este producto a ninguna fuente de alimentación que no sea la descrita en el manual, en la placa de identificación o específicamente recomendada por vidaXL. (20, 478, 272, 483)
instruction-line: Non collegare questo prodotto a nessuna fonte di alimentazione diversa da quella descritta nel manuale, sulla targhetta del prodotto o specificamente raccomandata da vidaXL. (20, 568, 279, 573)
instruction-line: Cet appareil ne doit pas être utilisé par des enfants de 14 ans ou moins, ni par des personnes dont les capacités physiques, sensorielles ou mentales sont réduites ou manquant d'expérience et de connaissances en matière d'utilisation d'appareils électroniques. (20, 265, 309, 274)
instruction-line: Редовно проверявайте дали анкерите са надеждно поддържани. (347, 609, 448, 613)
instruction-line: Sluit dit product niet aan op een stroomvoorziening anders dan die in de handleiding of op het typeplaatje staat, of specifiek wordt aanbevolen door vidaXL. (20, 364, 249, 369)
instruction-line: Använd endast certifierad DC 5V-ingång. Högre spänning kan orsaka överhettning och skada enheten, vilket kan leda till överhettning och brandrisk. (347, 541, 566, 546)
instruction-line: Do not switch on the product if the connecting cable or power supply are visibly damaged. (20, 79, 153, 84)
instruction-line: Jos tämän valaisimen ulkoinen taipuisa kaapeli tai johto on vaurioitunut, sen saa vaihtaa ainoastaan valmistaja, sen huoltoedustaja tai vastaava pätevä henkilö vaaran välttämiseksi. (680, 79, 946, 84)
instruction-line: Ärge ühendage toodet ühegi toiteallikaga, mida pole kirjeldatud kasutusjuhendis, andmesildil või mida vidaXL pole eraldi soovitanud. (347, 745, 542, 750)
instruction-line: Skader og forkert installation, brug eller modifikationer (udskiftning af individuelle komponenter) kan medføre skader på enheden, hvilket kan medføre elektrisk stød og fare for brugeren. (347, 65, 619, 70)
instruction-line: Slå inte på produkten om anslutningskabeln eller strömförsörjningen är synligt skadad. (347, 568, 474, 573)
instruction-line: Denna apparat ska inte användas av barn under 14 år eller av personer med nedsatt fysisk, sensorisk eller mental förmåga eller utan erfarenhet och kunskap om användning av elektroniska apparater. (347, 550, 642, 555)
instruction-line: Veuillez noter qu'il convient d'utiliser uniquement une entrée certifiée DC 5V. Une tension plus élevée peut entraîner une surchauffe et endommager l'appareil, ainsi qu'un risque potentiel de surchauffe et d'incendie. (20, 251, 318, 260)
instruction-line: Izvor svjetla ove svjetiljke nije zamjenjiv; kad izvor svjetlosti dođe do kraja vijeka trajanja, mora se zamijeniti cijela svjetiljka. (680, 283, 862, 288)
instruction-line: The light source of this luminaire is non-replaceable; when the light source reaches its end of life the whole luminaire shall be replaced. (20, 93, 219, 97)
instruction-line: Stabilitu vysokých předmětů může ovlivnit koberec s hustým vlasem nebo nerovná podlaha. (20, 745, 155, 750)
instruction-line: Controleer regelmatig dat de verankering goed vastzit. (20, 337, 100, 342)
instruction-line: Kérjük, csak hitelesített DC 5V bemenetet használjon. A magasabb feszültség túlmelegedést okozhat, ami a készülék károsodásához és tűzveszélyhez vezethet. (347, 246, 584, 251)
instruction-line: Не използвайте този продукт във взривоопасна атмосфера, като например при наличие на запалими течности, газове и прах, или при температура над 50 градуса Целзий или повече. (347, 668, 632, 673)
instruction-line: Reikiamus grąžtus ir tvirtinimo detales galite įsigyti savo vietinėje įrangos parduotuvėje, į kurią, jei reikia, galite kreiptis ir pagalbos. Jei abejojate, gaminio montavimą ir tvirtinimą patikėkite kvalifikuotam prekybininkui. (680, 418, 995, 423)
instruction-line: Damage and improper installation, use or alteration (replacement of individual components) can lead to damage to the unit, resulting in electric shock and danger to the user. (20, 70, 275, 75)
instruction-line: Stabilitu vysokých predmetov môžu nepriaznivo ovplyvniť hrubé koberce alebo nerovné podlahy. (680, 495, 822, 500)
instruction-line: Dette apparat må ikke bruges af børn under 14 år eller af personer med nedsatte fysiske, sensoriske eller mentale evner eller manglende erfaring eller viden omkring brug af elektroniske apparater. (347, 56, 636, 61)
instruction-line: Naprava za pritrditev na steno je priložena vašemu izdelku; vendar pa boste morali pridobiti ustrezne pritrdilne elemente za vaš tip stene. (680, 595, 882, 600)
instruction-line: É fornecido um dispositivo de fixação à parede com o seu produto; no entanto, terá de obter fixações adequadas ao seu tipo de parede. (347, 123, 548, 128)
instruction-line: Überprüfe regelmäßig, ob die Verankerungen sicher befestigt sind. (20, 119, 118, 124)
instruction-line: Danni, installazione impropria, uso scorretto o modifiche (sostituzione di singoli componenti) possono causare danni all'unità, provocando scosse elettriche e pericolo per l'utente. (20, 587, 282, 592)
instruction-line: Vauriot ja virheellinen asennus, käyttö tai muuttaminen (yksittäisten komponenttien vaihto) voi johtaa laitteen vaurioitumiseen, sähköiskuun ja vaaraan käyttäjälle. (680, 65, 917, 70)
instruction-line: Verificați dacă există fire electrice sau instalații sanitare în interiorul peretelui înainte de a găuri (dacă nu sunteți sigur, solicitați un sfat profesionist de la un comerciant calificat). (347, 427, 606, 432)
instruction-line: N'utilisez pas ce produit dans des atmosphères explosives, par exemple en présence de liquides, de gaz et de poussières inflammables, ou à 50 degrés Celsius ou plus. (20, 287, 269, 292)
instruction-line: Sienos laikiklis pristatomas kartu su gaminiu. Tačiau, turėsite įsigyti jūsų sienos tipui tinkančias tvirtinimo detales. (680, 409, 846, 414)
language-section-se (347, 508, 659, 592)
instruction-line: Jūsu vietējā būvmateriālu veikalā būs nepieciešamie urbji un stiprinājumi, un, ja nepieciešams, saņemsiet padomu. Ja rodas šaubas, produkta uzstādīšanai un nostiprināšanai izmantojiet kvalificēta meistara pakalpojumus. (680, 328, 1005, 333)
instruction-line: Bitte beachten: Nur zertifizierte Gleichstrom-Eingänge mit 5 V verwenden. Eine höhere Spannung kann zu Überhitzung und Schäden am Gerät führen sowie zur Gefahr von Überhitzung und Brand. (20, 146, 310, 151)
instruction-line: Dieses Gerät darf nicht von Kindern unter 14 Jahren oder Personen mit eingeschränkten körperlichen, sensorischen oder geistigen Fähigkeiten oder mangelnder Erfahrung und Kenntnis im Umgang mit elektronischen Geräten verwendet werden. (20, 156, 316, 165)
instruction-line: Nepripájajte tento výrobok k žiadnemu inému zdroju napájania, než je uvedený v návode alebo na štítku, alebo ktorý výslovne odporúča spoločnosť vidaXL. (680, 518, 910, 523)
